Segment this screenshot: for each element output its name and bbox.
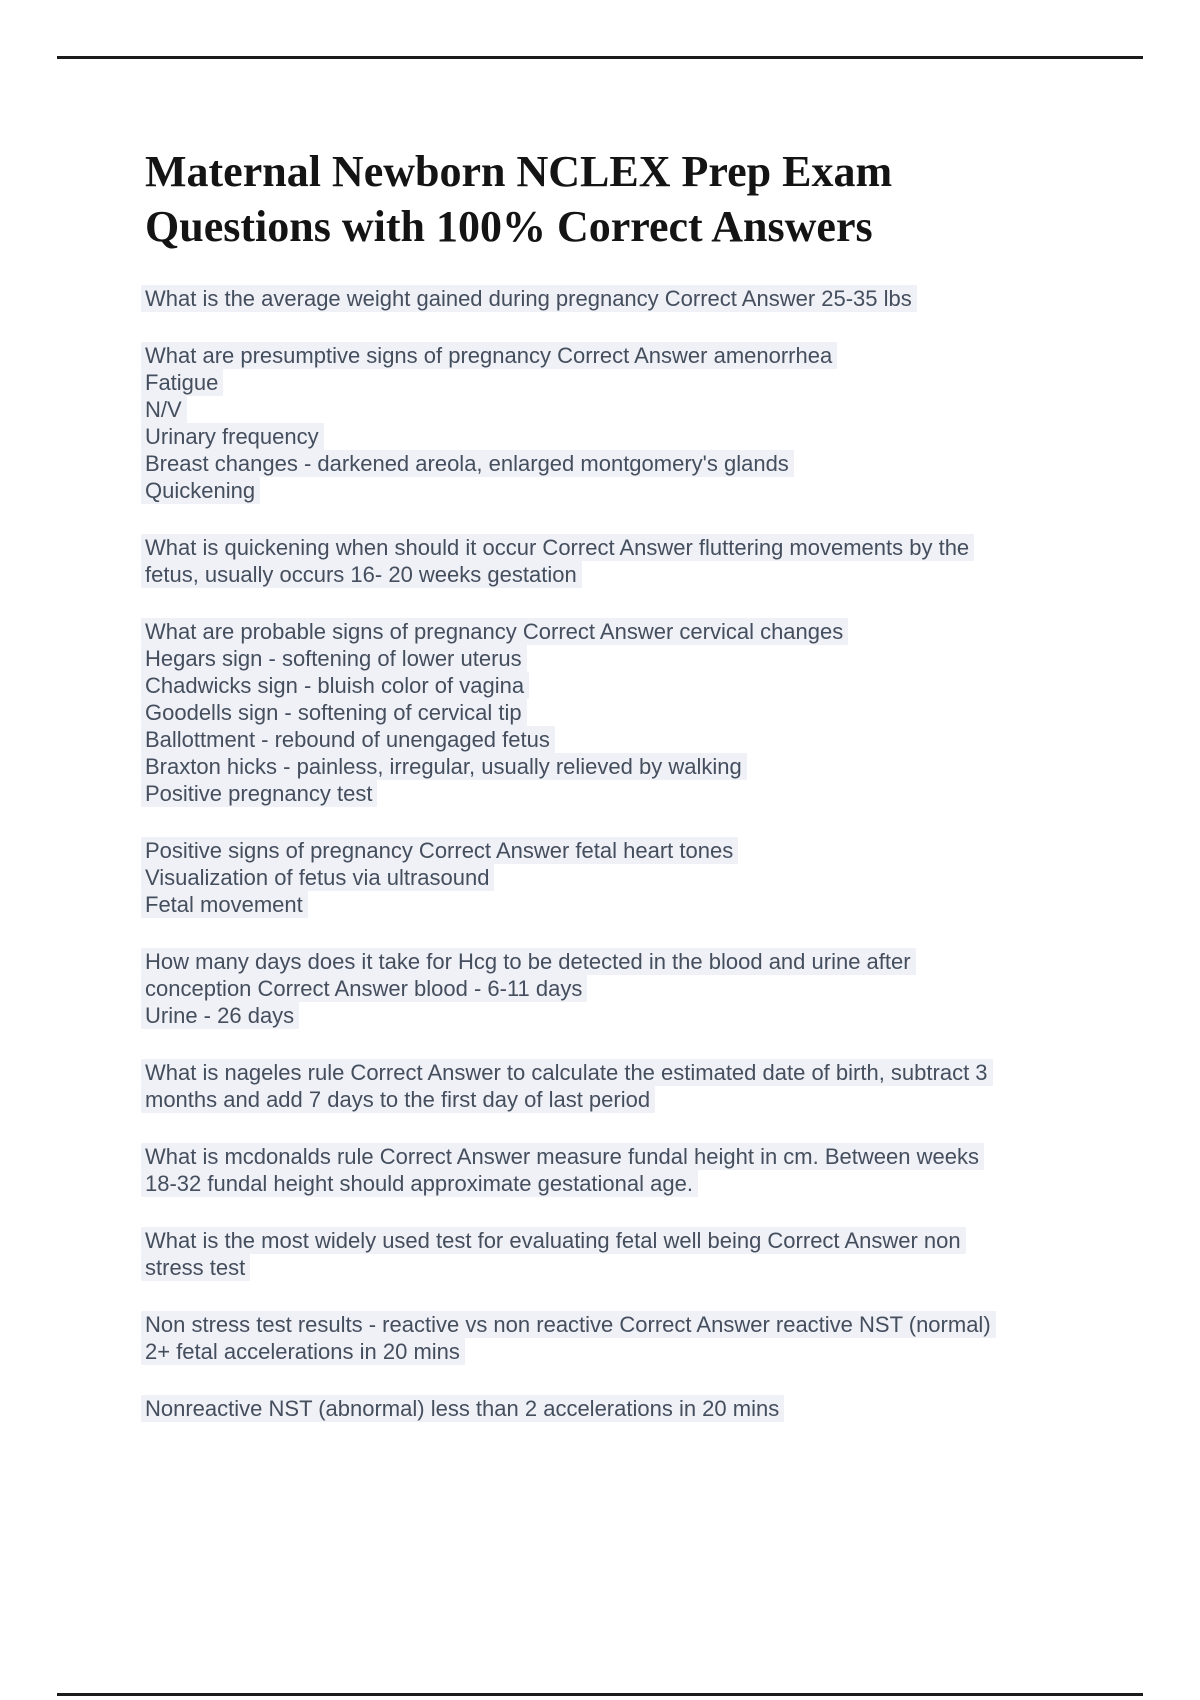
highlighted-text: Positive signs of pregnancy Correct Answer fetal heart tones [141, 837, 738, 864]
page-title [145, 144, 892, 254]
document-body [145, 285, 1155, 1422]
highlighted-text: conception Correct Answer blood - 6-11 days [141, 975, 587, 1002]
text-line [145, 561, 1155, 588]
highlighted-text: 18-32 fundal height should approximate gestational age. [141, 1170, 698, 1197]
text-line [145, 948, 1155, 975]
highlighted-text: What are probable signs of pregnancy Correct Answer cervical changes [141, 618, 848, 645]
highlighted-text: What is quickening when should it occur Correct Answer fluttering movements by the [141, 534, 974, 561]
text-line [145, 618, 1155, 645]
qa-paragraph [145, 618, 1155, 807]
qa-paragraph [145, 837, 1155, 918]
highlighted-text: Goodells sign - softening of cervical tip [141, 699, 527, 726]
text-line [145, 891, 1155, 918]
highlighted-text: What is mcdonalds rule Correct Answer measure fundal height in cm. Between weeks [141, 1143, 984, 1170]
highlighted-text: Fetal movement [141, 891, 308, 918]
highlighted-text: months and add 7 days to the first day of last period [141, 1086, 655, 1113]
text-line [145, 477, 1155, 504]
text-line [145, 699, 1155, 726]
text-line [145, 285, 1155, 312]
text-line [145, 1311, 1155, 1338]
qa-paragraph [145, 1311, 1155, 1365]
bottom-rule [57, 1693, 1143, 1696]
text-line [145, 864, 1155, 891]
highlighted-text: Fatigue [141, 369, 223, 396]
text-line [145, 975, 1155, 1002]
text-line [145, 1059, 1155, 1086]
qa-paragraph [145, 1143, 1155, 1197]
highlighted-text: Urine - 26 days [141, 1002, 299, 1029]
highlighted-text: What is the average weight gained during pregnancy Correct Answer 25-35 lbs [141, 285, 917, 312]
highlighted-text: 2+ fetal accelerations in 20 mins [141, 1338, 465, 1365]
top-rule [57, 56, 1143, 59]
highlighted-text: Visualization of fetus via ultrasound [141, 864, 494, 891]
highlighted-text: Non stress test results - reactive vs non reactive Correct Answer reactive NST (normal) [141, 1311, 996, 1338]
text-line [145, 1254, 1155, 1281]
qa-paragraph [145, 948, 1155, 1029]
qa-paragraph [145, 534, 1155, 588]
text-line [145, 450, 1155, 477]
highlighted-text: What is nageles rule Correct Answer to calculate the estimated date of birth, subtract 3 [141, 1059, 993, 1086]
highlighted-text: Ballottment - rebound of unengaged fetus [141, 726, 555, 753]
text-line [145, 369, 1155, 396]
highlighted-text: Urinary frequency [141, 423, 324, 450]
highlighted-text: Braxton hicks - painless, irregular, usually relieved by walking [141, 753, 747, 780]
text-line [145, 837, 1155, 864]
highlighted-text: Positive pregnancy test [141, 780, 377, 807]
text-line [145, 672, 1155, 699]
text-line [145, 1143, 1155, 1170]
text-line [145, 1227, 1155, 1254]
text-line [145, 1086, 1155, 1113]
text-line [145, 342, 1155, 369]
highlighted-text: Hegars sign - softening of lower uterus [141, 645, 527, 672]
qa-paragraph [145, 1059, 1155, 1113]
text-line [145, 534, 1155, 561]
text-line [145, 645, 1155, 672]
highlighted-text: N/V [141, 396, 187, 423]
qa-paragraph [145, 1395, 1155, 1422]
highlighted-text: What are presumptive signs of pregnancy Correct Answer amenorrhea [141, 342, 837, 369]
qa-paragraph [145, 342, 1155, 504]
text-line [145, 1338, 1155, 1365]
qa-paragraph [145, 285, 1155, 312]
page-title-line-2: Questions with 100% Correct Answers [145, 202, 873, 251]
text-line [145, 1002, 1155, 1029]
highlighted-text: Nonreactive NST (abnormal) less than 2 accelerations in 20 mins [141, 1395, 784, 1422]
qa-paragraph [145, 1227, 1155, 1281]
text-line [145, 423, 1155, 450]
text-line [145, 753, 1155, 780]
text-line [145, 1395, 1155, 1422]
page-title-line-1: Maternal Newborn NCLEX Prep Exam [145, 147, 893, 196]
highlighted-text: Quickening [141, 477, 260, 504]
highlighted-text: What is the most widely used test for evaluating fetal well being Correct Answer non [141, 1227, 966, 1254]
text-line [145, 1170, 1155, 1197]
text-line [145, 396, 1155, 423]
highlighted-text: stress test [141, 1254, 250, 1281]
highlighted-text: Breast changes - darkened areola, enlarged montgomery's glands [141, 450, 794, 477]
text-line [145, 780, 1155, 807]
highlighted-text: fetus, usually occurs 16- 20 weeks gestation [141, 561, 582, 588]
text-line [145, 726, 1155, 753]
highlighted-text: How many days does it take for Hcg to be detected in the blood and urine after [141, 948, 916, 975]
highlighted-text: Chadwicks sign - bluish color of vagina [141, 672, 529, 699]
